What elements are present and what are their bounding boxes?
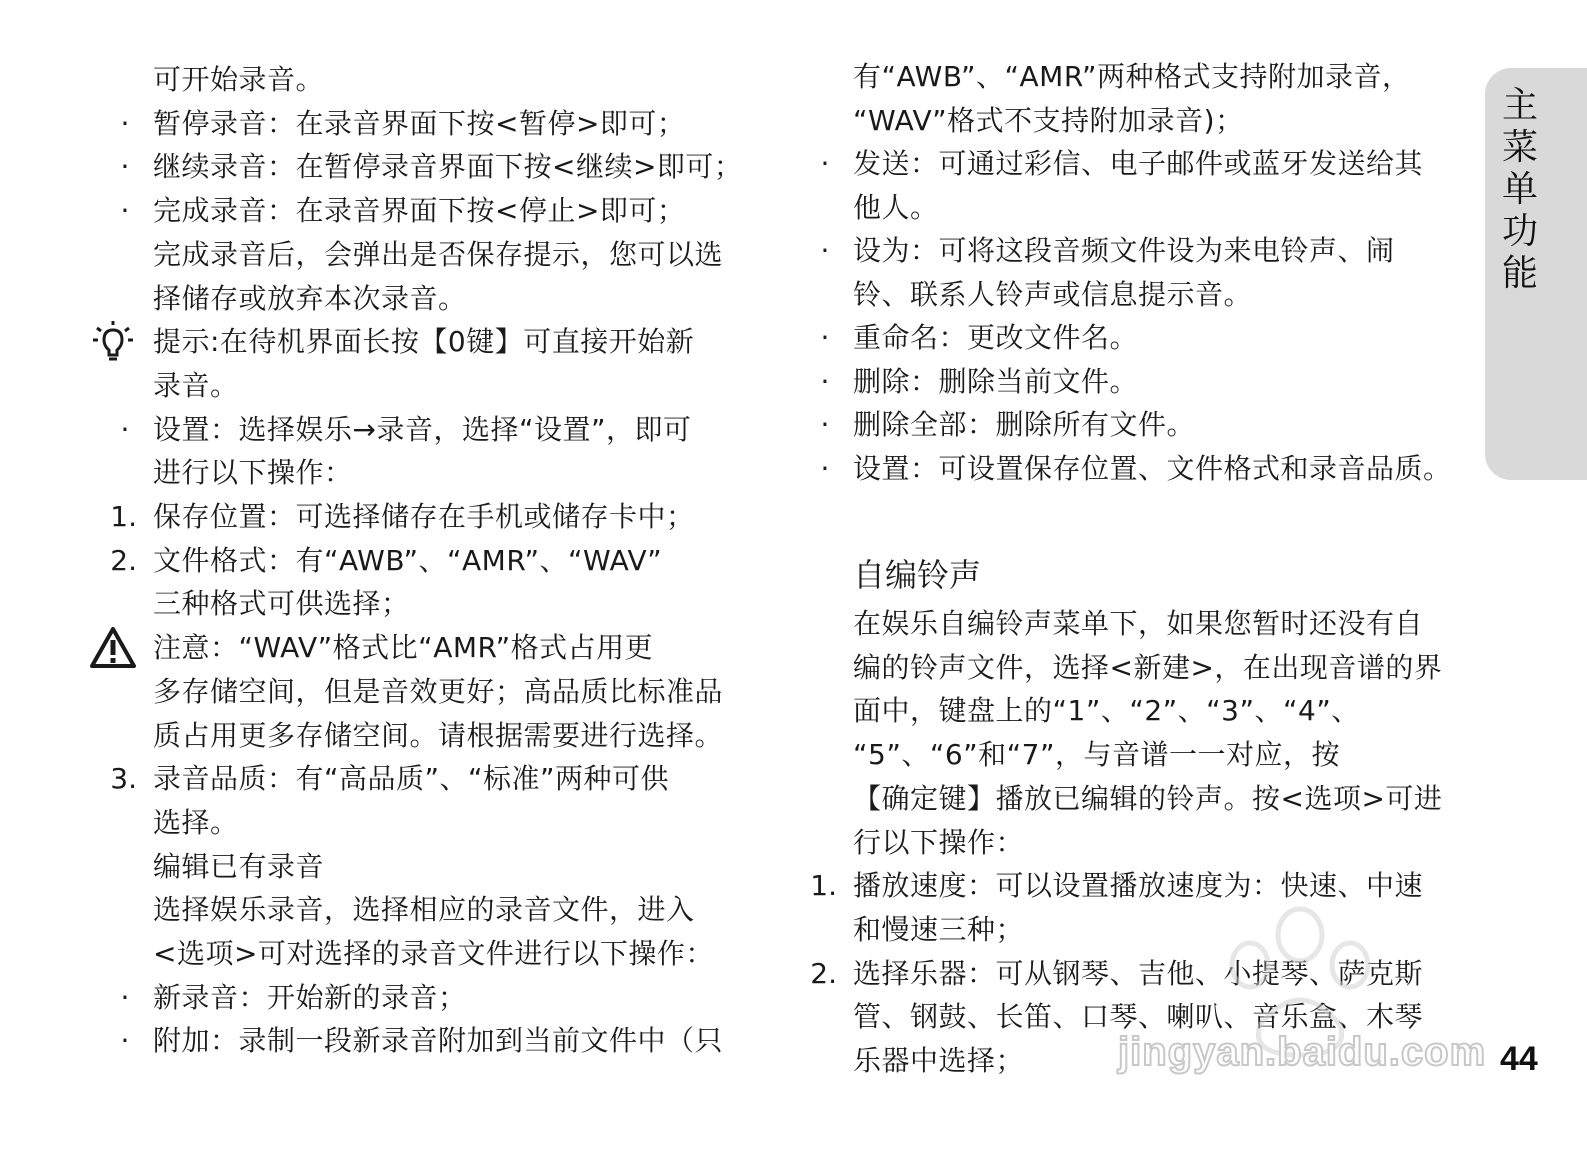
text-line: 发送：可通过彩信、电子邮件或蓝牙发送给其 [853,147,1424,180]
bullet-marker: · [120,150,130,184]
text-line: 选择乐器：可从钢琴、吉他、小提琴、萨克斯 [853,956,1424,990]
bullet-marker: · [120,412,130,446]
text-line: 播放速度：可以设置播放速度为：快速、中速 [853,869,1424,903]
text-line: 附加：录制一段新录音附加到当前文件中（只 [153,1024,724,1058]
list-number: 3. [110,762,137,796]
text-line: 录音品质：有“高品质”、“标准”两种可供 [153,762,670,796]
text-line: 和慢速三种； [853,912,1025,946]
text-line: 在娱乐自编铃声菜单下，如果您暂时还没有自 [853,607,1424,640]
text-line: 完成录音后，会弹出是否保存提示，您可以选 [153,237,724,271]
list-number: 2. [110,543,137,577]
bullet-marker: · [820,451,830,485]
text-line: 他人。 [853,190,939,224]
text-line: 选择。 [153,805,239,839]
text-line: 进行以下操作： [153,456,353,490]
text-line: “WAV”格式不支持附加录音)； [853,103,1244,137]
bullet-marker: · [120,1024,130,1058]
text-line: 选择娱乐录音，选择相应的录音文件，进入 [153,893,695,927]
warning-icon [89,626,137,677]
text-line: “5”、“6”和“7”，与音谱一一对应，按 [853,738,1340,772]
text-line: 编的铃声文件，选择<新建>，在出现音谱的界 [853,650,1443,684]
text-line: 设为：可将这段音频文件设为来电铃声、闹 [853,234,1395,267]
text-line: 继续录音：在暂停录音界面下按<继续>即可； [153,150,743,184]
text-line: 行以下操作： [853,825,1025,859]
text-line: 质占用更多存储空间。请根据需要进行选择。 [153,718,724,752]
text-line: 多存储空间，但是音效更好；高品质比标准品 [153,674,724,708]
text-line: 有“AWB”、“AMR”两种格式支持附加录音， [853,60,1411,93]
text-line: 删除全部：删除所有文件。 [853,408,1196,441]
text-line: 删除：删除当前文件。 [853,364,1139,398]
text-line: 保存位置：可选择储存在手机或储存卡中； [153,500,695,533]
section-heading: 自编铃声 [853,556,982,594]
text-line: <选项>可对选择的录音文件进行以下操作： [153,937,714,970]
bullet-marker: · [120,194,130,228]
list-number: 2. [810,956,837,990]
text-line: 管、钢鼓、长笛、口琴、喇叭、音乐盒、木琴 [853,1000,1424,1034]
text-line: 暂停录音：在录音界面下按<暂停>即可； [153,106,686,140]
list-number: 1. [810,869,837,903]
text-line: 乐器中选择； [853,1044,1025,1077]
lightbulb-tip-icon [91,320,135,371]
text-line: 三种格式可供选择； [153,587,410,621]
bullet-marker: · [820,364,830,398]
text-line: 面中，键盘上的“1”、“2”、“3”、“4”、 [853,694,1360,728]
text-line: 注意：“WAV”格式比“AMR”格式占用更 [153,631,654,665]
text-line: 录音。 [153,368,239,402]
text-line: 编辑已有录音 [153,849,325,883]
text-line: 设置：选择娱乐→录音，选择“设置”，即可 [153,412,692,446]
chapter-tab-label: 主菜单功能 [1501,85,1538,294]
text-line: 【确定键】播放已编辑的铃声。按<选项>可进 [853,781,1443,815]
text-line: 择储存或放弃本次录音。 [153,281,467,315]
watermark-text: jingyan.baidu.com [1118,1030,1487,1074]
text-line: 文件格式：有“AWB”、“AMR”、“WAV” [153,543,663,577]
bullet-marker: · [120,980,130,1014]
text-line: 完成录音：在录音界面下按<停止>即可； [153,194,686,228]
bullet-marker: · [820,234,830,267]
bullet-marker: · [820,147,830,180]
bullet-marker: · [820,321,830,354]
bullet-marker: · [820,408,830,441]
text-line: 可开始录音。 [153,63,325,96]
text-line: 铃、联系人铃声或信息提示音。 [853,277,1253,311]
page-number: 44 [1500,1040,1538,1078]
text-line: 重命名：更改文件名。 [853,321,1139,354]
text-line: 设置：可设置保存位置、文件格式和录音品质。 [853,451,1452,485]
bullet-marker: · [120,106,130,140]
list-number: 1. [110,500,137,533]
text-line: 新录音：开始新的录音； [153,980,467,1014]
text-line: 提示:在待机界面长按【0键】可直接开始新 [153,325,695,359]
